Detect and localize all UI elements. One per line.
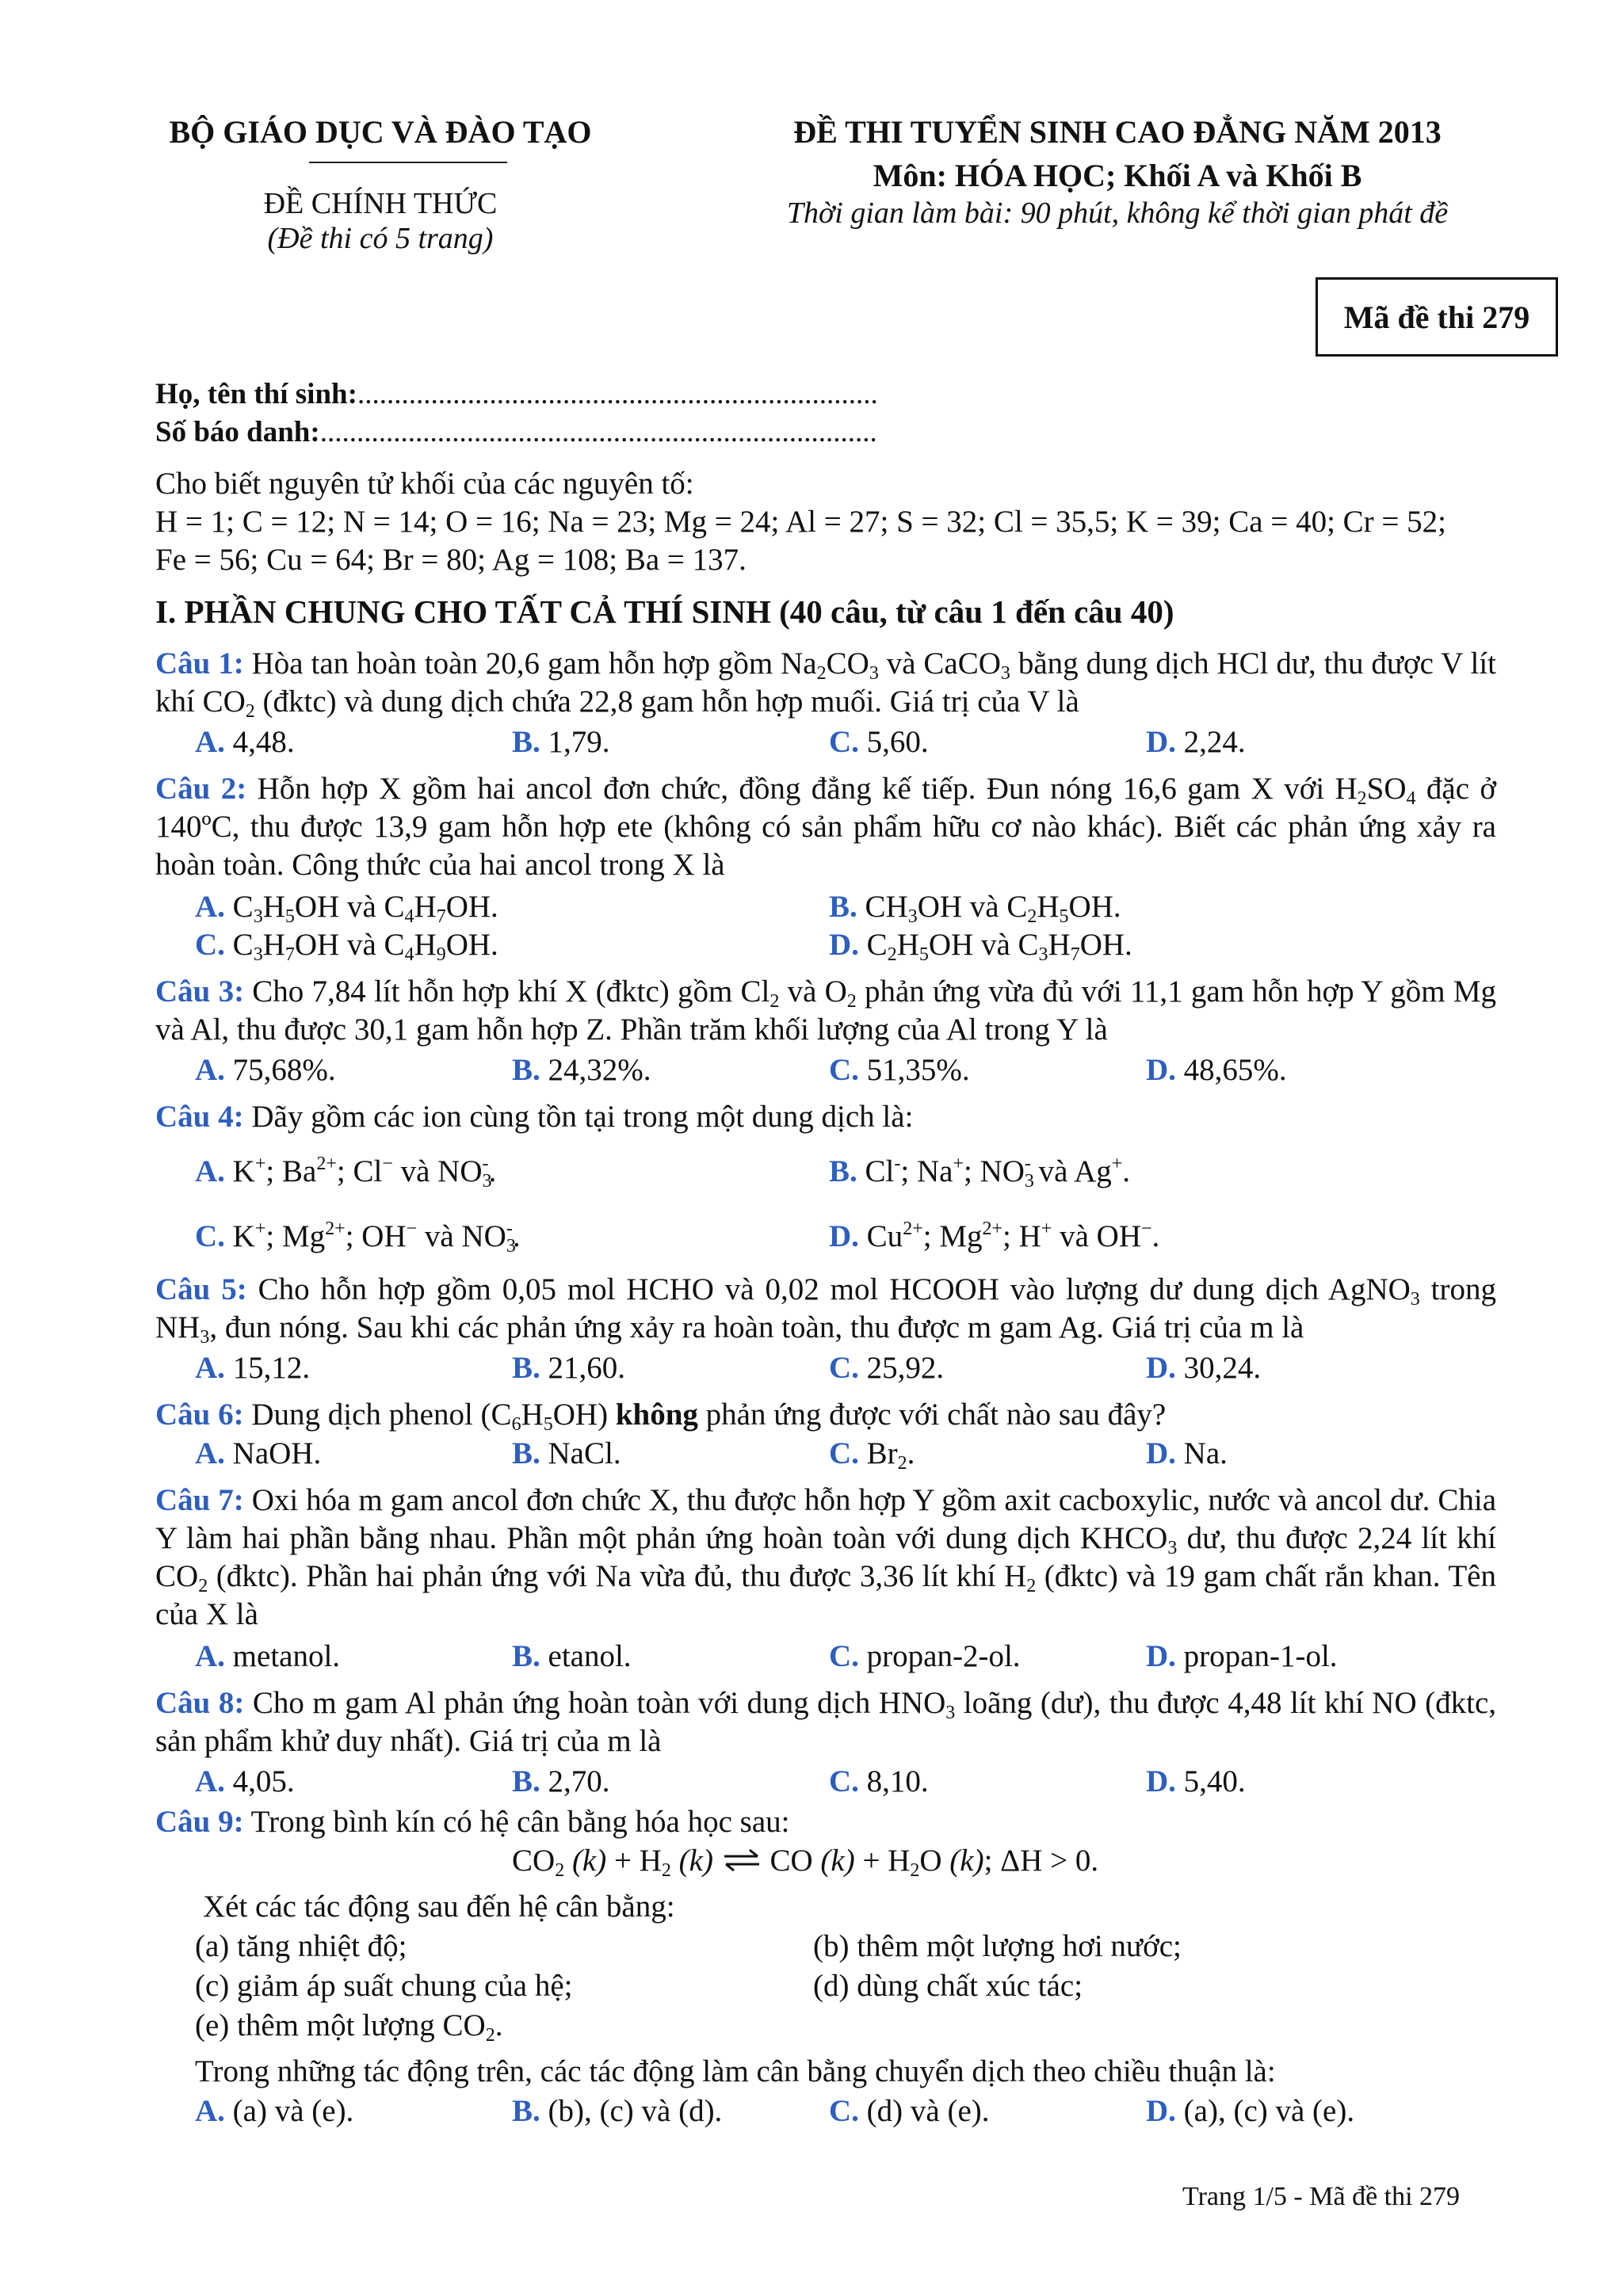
q8-option-c[interactable]: C. 8,10. <box>829 1764 929 1798</box>
q9-option-c[interactable]: C. (d) và (e). <box>829 2094 990 2128</box>
exam-subject: Môn: HÓA HỌC; Khối A và Khối B <box>873 158 1362 193</box>
exam-code-box: Mã đề thi 279 <box>1316 277 1558 357</box>
exam-title: ĐỀ THI TUYỂN SINH CAO ĐẲNG NĂM 2013 <box>793 114 1442 150</box>
q9-item-e: (e) thêm một lượng $CO_2$. <box>195 2008 503 2046</box>
q1-option-b[interactable]: B. 1,79. <box>512 725 610 759</box>
candidate-name-dots: ....................................................................... <box>357 378 878 410</box>
official-label: ĐỀ CHÍNH THỨC <box>263 187 498 220</box>
q9-item-a: (a) tăng nhiệt độ; <box>195 1929 407 1963</box>
section-heading: I. PHẦN CHUNG CHO TẤT CẢ THÍ SINH (40 câu, từ câu 1 đến câu 40) <box>155 593 1174 630</box>
question-8: Câu 8: Cho m gam Al phản ứng hoàn toàn với dung dịch $HNO_3$ loãng (dư), thu được 4,48 lít khí NO (đktc, sản phẩm khử duy nhất). Giá trị của m là <box>155 1686 1497 1758</box>
atomic-line-2: Fe = 56; Cu = 64; Br = 80; Ag = 108; Ba = 137. <box>155 543 747 577</box>
q4-option-d[interactable]: D. $Cu^{2+}$; $Mg^{2+}$; H+ và OH−. <box>829 1219 1160 1253</box>
q9-option-a[interactable]: A. (a) và (e). <box>195 2094 354 2128</box>
q6-option-d[interactable]: D. Na. <box>1146 1436 1228 1470</box>
atomic-intro: Cho biết nguyên tử khối của các nguyên tố: <box>155 467 694 501</box>
q9-item-b: (b) thêm một lượng hơi nước; <box>813 1929 1182 1963</box>
question-7: Câu 7: Oxi hóa m gam ancol đơn chức X, thu được hỗn hợp Y gồm axit cacboxylic, nước và ancol dư. Chia Y làm hai phần bằng nhau. Phần một phản ứng hoàn toàn với dung dịch $KHCO_3$ dư, thu được 2,24 lít khí $CO_2$ (đktc). Phần hai phản ứng với Na vừa đủ, thu được 3,36 lít khí $H_2$ (đktc) và 19 gam chất rắn khan. Tên của X là <box>155 1483 1497 1631</box>
q2-option-c[interactable]: C. $C_3H_7OH$ và $C_4H_9OH$. <box>195 928 498 965</box>
question-6: Câu 6: Dung dịch phenol $(C_6H_5OH)$ không phản ứng được với chất nào sau đây? <box>155 1398 1167 1435</box>
header-divider <box>309 162 507 163</box>
question-4: Câu 4: Dãy gồm các ion cùng tồn tại trong một dung dịch là: <box>155 1100 914 1134</box>
pages-note: (Đề thi có 5 trang) <box>267 222 494 255</box>
q7-option-c[interactable]: C. propan-2-ol. <box>829 1639 1021 1673</box>
q3-option-b[interactable]: B. 24,32%. <box>512 1053 651 1087</box>
q7-option-a[interactable]: A. metanol. <box>195 1639 341 1673</box>
q2-option-d[interactable]: D. $C_2H_5OH$ và $C_3H_7OH$. <box>829 928 1132 965</box>
question-5: Câu 5: Cho hỗn hợp gồm 0,05 mol HCHO và 0,02 mol HCOOH vào lượng dư dung dịch AgNO$_3$ trong $NH_3$, đun nóng. Sau khi các phản ứng xảy ra hoàn toàn, thu được m gam Ag. Giá trị của m là <box>155 1272 1496 1348</box>
q3-option-d[interactable]: D. 48,65%. <box>1146 1053 1287 1087</box>
q9-option-b[interactable]: B. (b), (c) và (d). <box>512 2094 723 2128</box>
exam-time: Thời gian làm bài: 90 phút, không kể thời gian phát đề <box>786 196 1449 230</box>
question-label: Câu 1: <box>155 646 244 681</box>
question-3: Câu 3: Cho 7,84 lít hỗn hợp khí X (đktc) gồm $Cl_2$ và $O_2$ phản ứng vừa đủ với 11,1 gam hỗn hợp Y gồm Mg và Al, thu được 30,1 gam hỗn hợp Z. Phần trăm khối lượng của Al trong Y là <box>155 974 1496 1047</box>
q5-option-b[interactable]: B. 21,60. <box>512 1351 626 1385</box>
question-label: Câu 4: <box>155 1100 244 1134</box>
q3-option-c[interactable]: C. 51,35%. <box>829 1053 970 1087</box>
q1-option-c[interactable]: C. 5,60. <box>829 725 929 759</box>
q2-option-a[interactable]: A. $C_3H_5OH$ và $C_4H_7OH$. <box>195 890 498 927</box>
q8-option-b[interactable]: B. 2,70. <box>512 1764 610 1798</box>
question-1: Câu 1: Hòa tan hoàn toàn 20,6 gam hỗn hợp gồm $Na_2CO_3$ và CaCO$_3$ bằng dung dịch HCl dư, thu được V lít khí $CO_2$ (đktc) và dung dịch chứa 22,8 gam hỗn hợp muối. Giá trị của V là <box>155 646 1497 722</box>
question-2: Câu 2: Hỗn hợp X gồm hai ancol đơn chức, đồng đẳng kế tiếp. Đun nóng 16,6 gam X với $H_2SO_4$ đặc ở 140ºC, thu được 13,9 gam hỗn hợp ete (không có sản phẩm hữu cơ nào khác). Biết các phản ứng xảy ra hoàn toàn. Công thức của hai ancol trong X là <box>155 772 1496 882</box>
question-label: Câu 5: <box>155 1272 247 1306</box>
q4-option-a[interactable]: A. K+; $Ba^{2+}$; Cl− và $NO_3^-$. <box>195 1154 497 1192</box>
question-label: Câu 2: <box>155 772 247 806</box>
q2-option-b[interactable]: B. $CH_3OH$ và $C_2H_5OH$. <box>829 890 1121 927</box>
q9-option-d[interactable]: D. (a), (c) và (e). <box>1146 2094 1355 2128</box>
q8-option-d[interactable]: D. 5,40. <box>1146 1764 1246 1798</box>
equilibrium-equation: $CO_2$ $(k) + H_2$ (k) CO $(k) + H_2O$ (k); ΔH > 0. <box>512 1844 1099 1881</box>
q7-option-d[interactable]: D. propan-1-ol. <box>1146 1639 1338 1673</box>
q6-option-c[interactable]: C. $Br_2$. <box>829 1436 915 1474</box>
candidate-id-label: Số báo danh: <box>155 416 320 448</box>
header-left <box>151 113 610 255</box>
question-label: Câu 3: <box>155 974 245 1009</box>
q6-option-b[interactable]: B. NaCl. <box>512 1436 621 1470</box>
question-label: Câu 8: <box>155 1686 245 1720</box>
q9-item-d: (d) dùng chất xúc tác; <box>813 1969 1083 2003</box>
q8-option-a[interactable]: A. 4,05. <box>195 1764 295 1798</box>
ministry-name: BỘ GIÁO DỤC VÀ ĐÀO TẠO <box>169 114 592 150</box>
q9-consider: Xét các tác động sau đến hệ cân bằng: <box>203 1890 675 1924</box>
q5-option-d[interactable]: D. 30,24. <box>1146 1351 1262 1385</box>
q9-item-c: (c) giảm áp suất chung của hệ; <box>195 1969 573 2003</box>
q5-option-a[interactable]: A. 15,12. <box>195 1351 311 1385</box>
candidate-name-label: Họ, tên thí sinh: <box>155 378 357 410</box>
q1-option-a[interactable]: A. 4,48. <box>195 725 295 759</box>
q3-option-a[interactable]: A. 75,68%. <box>195 1053 336 1087</box>
q9-question: Trong những tác động trên, các tác động làm cân bằng chuyển dịch theo chiều thuận là: <box>195 2054 1276 2088</box>
q6-option-a[interactable]: A. NaOH. <box>195 1436 322 1470</box>
q4-option-c[interactable]: C. K+; $Mg^{2+}$; OH− và $NO_3^-$. <box>195 1219 521 1257</box>
header-right <box>713 113 1522 231</box>
candidate-name-line <box>155 377 878 411</box>
q1-option-d[interactable]: D. 2,24. <box>1146 725 1246 759</box>
q7-option-b[interactable]: B. etanol. <box>512 1639 632 1673</box>
question-9: Câu 9: Trong bình kín có hệ cân bằng hóa học sau: <box>155 1805 790 1839</box>
question-label: Câu 7: <box>155 1483 244 1517</box>
page-footer: Trang 1/5 - Mã đề thi 279 <box>1182 2182 1461 2211</box>
q5-option-c[interactable]: C. 25,92. <box>829 1351 945 1385</box>
equilibrium-arrow-icon <box>721 1848 762 1872</box>
candidate-id-line <box>155 415 877 449</box>
atomic-line-1: H = 1; C = 12; N = 14; O = 16; Na = 23; Mg = 24; Al = 27; S = 32; Cl = 35,5; K = 39; Ca = 40; Cr = 52; <box>155 505 1446 539</box>
question-label: Câu 6: <box>155 1398 244 1432</box>
question-label: Câu 9: <box>155 1805 244 1839</box>
candidate-id-dots: ............................................................................ <box>319 416 877 448</box>
q4-option-b[interactable]: B. Cl-; Na+; $NO_3^-$ và Ag+. <box>829 1154 1131 1192</box>
